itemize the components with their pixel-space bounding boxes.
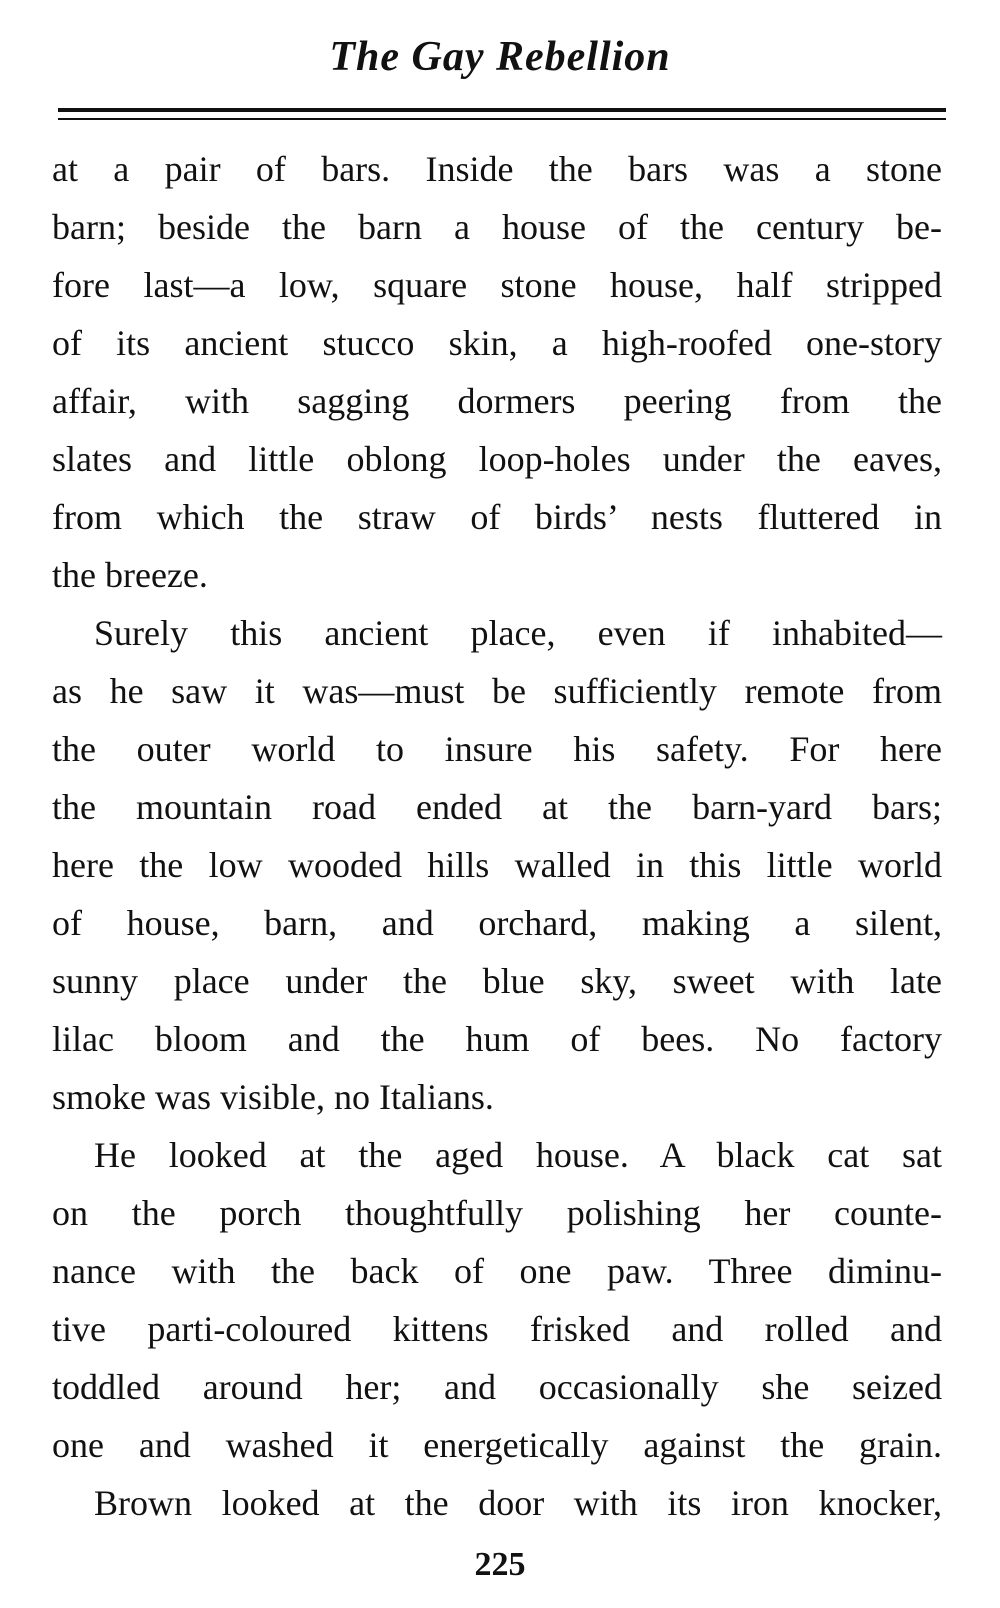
text-line: on the porch thoughtfully polishing her counte- — [52, 1193, 942, 1233]
text-line: tive parti-coloured kittens frisked and rolled and — [52, 1309, 942, 1349]
running-title: The Gay Rebellion — [329, 34, 671, 80]
text-line: barn; beside the barn a house of the century be- — [52, 207, 942, 247]
text-line: sunny place under the blue sky, sweet with late — [52, 961, 942, 1001]
text-line: lilac bloom and the hum of bees. No factory — [52, 1019, 942, 1059]
text-line: slates and little oblong loop-holes under the eaves, — [52, 439, 942, 479]
header-rule-thin — [58, 118, 946, 120]
text-line: He looked at the aged house. A black cat sat — [94, 1135, 942, 1175]
text-line: nance with the back of one paw. Three diminu- — [52, 1251, 942, 1291]
header-rule-thick — [58, 108, 946, 112]
text-line: of its ancient stucco skin, a high-roofed one-story — [52, 323, 942, 363]
body-text — [52, 140, 942, 1532]
text-line: fore last—a low, square stone house, half stripped — [52, 265, 942, 305]
page-number: 225 — [474, 1546, 526, 1583]
text-line: from which the straw of birds’ nests fluttered in — [52, 497, 942, 537]
text-line: the breeze. — [52, 555, 208, 595]
text-line: as he saw it was—must be sufficiently remote from — [52, 671, 942, 711]
text-line: here the low wooded hills walled in this little world — [52, 845, 942, 885]
text-line: smoke was visible, no Italians. — [52, 1077, 494, 1117]
text-line: toddled around her; and occasionally she seized — [52, 1367, 942, 1407]
text-line: Brown looked at the door with its iron knocker, — [94, 1483, 942, 1523]
text-line: the outer world to insure his safety. For here — [52, 729, 942, 769]
text-line: one and washed it energetically against the grain. — [52, 1425, 942, 1465]
text-line: at a pair of bars. Inside the bars was a stone — [52, 149, 942, 189]
text-line: the mountain road ended at the barn-yard bars; — [52, 787, 942, 827]
text-line: Surely this ancient place, even if inhabited— — [94, 613, 942, 653]
text-line: affair, with sagging dormers peering from the — [52, 381, 942, 421]
text-line: of house, barn, and orchard, making a silent, — [52, 903, 942, 943]
